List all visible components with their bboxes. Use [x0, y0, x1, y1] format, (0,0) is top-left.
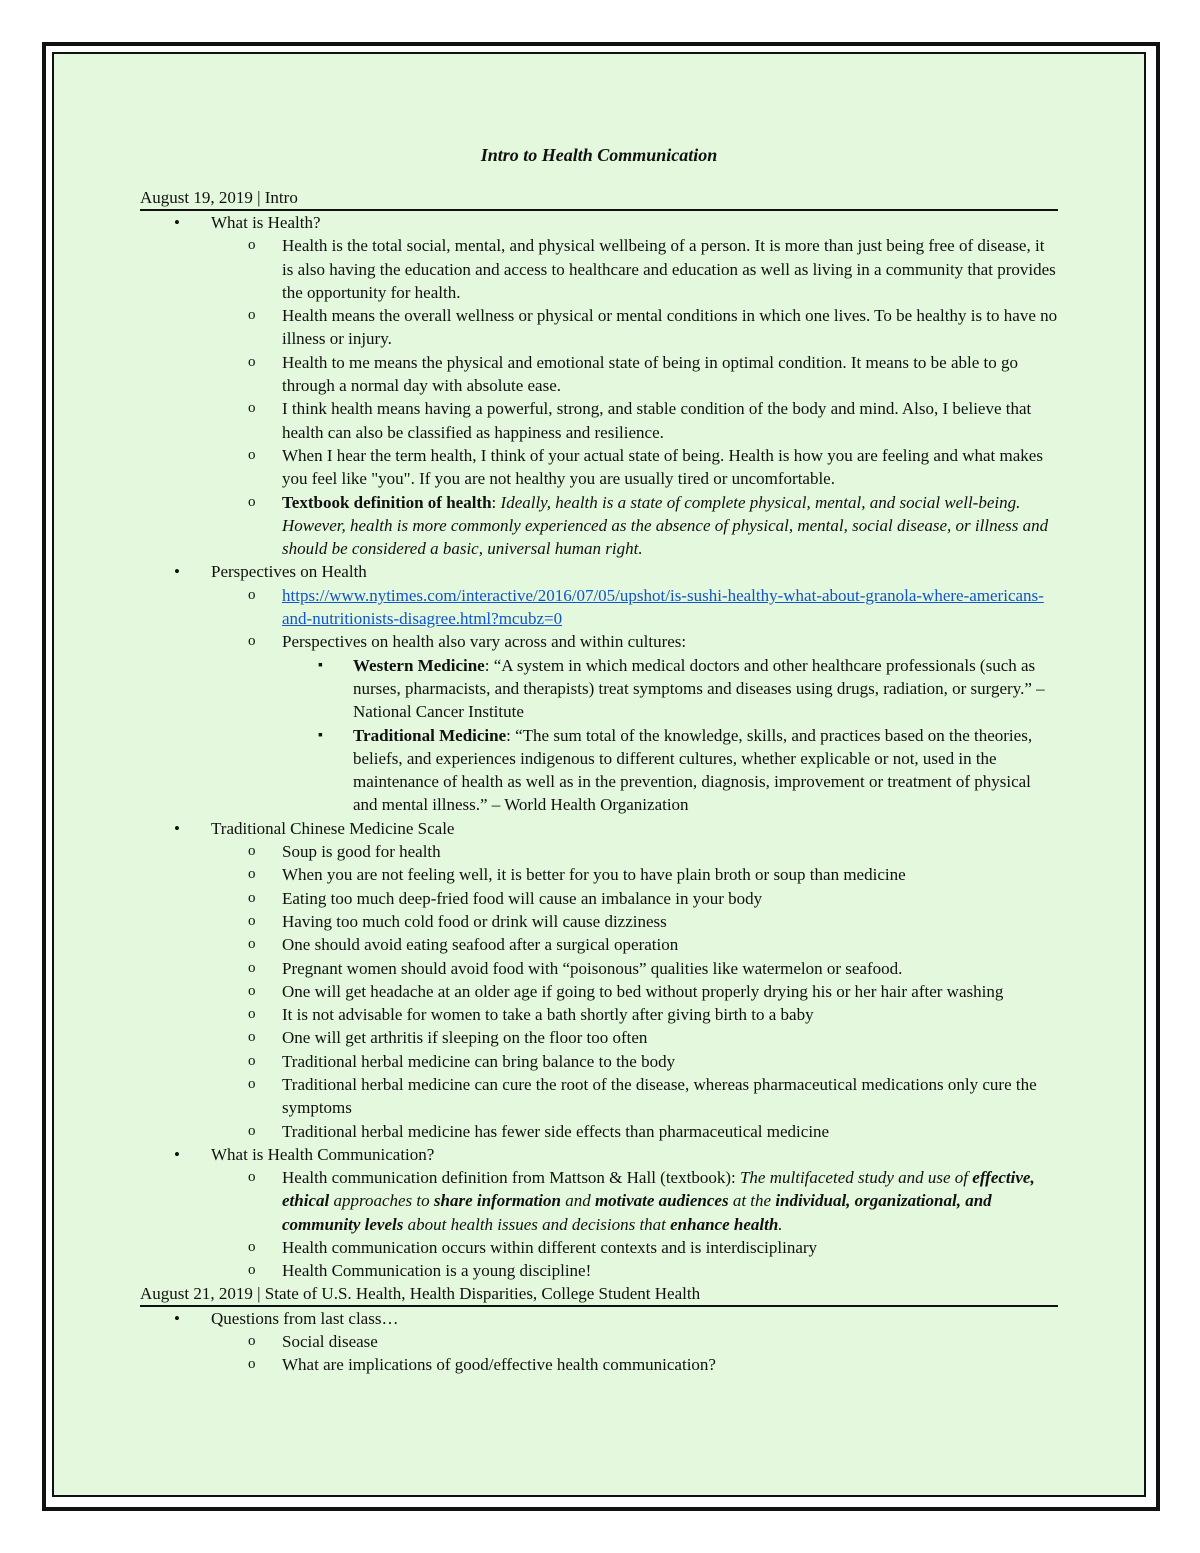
section-heading-aug-19: August 19, 2019 | Intro — [140, 187, 1058, 211]
list-item: o Soup is good for health — [211, 840, 1058, 863]
list-item: o Health communication occurs within different contexts and is interdisciplinary — [211, 1236, 1058, 1259]
list-item: o I think health means having a powerful, strong, and stable condition of the body and mind. Also, I believe that health can also be classified as happiness and resilience. — [211, 397, 1058, 444]
list-item: o Traditional herbal medicine can cure the root of the disease, whereas pharmaceutical medications only cure the symptoms — [211, 1073, 1058, 1120]
bullet-tcm-scale — [140, 817, 1058, 1143]
textbook-definition-label: Textbook definition of health — [282, 492, 492, 512]
list-item — [211, 630, 1058, 816]
list-item: o Social disease — [211, 1330, 1058, 1353]
definition-text: : “The sum total of the knowledge, skills, and practices based on the theories, beliefs, and experiences indigenous to different cultures, whether explicable or not, used in the maintenance of health as well as in the prevention, diagnosis, improvement or treatment of physical and mental illness.” – World Health Organization — [353, 725, 1033, 815]
bullet-what-is-health — [140, 211, 1058, 560]
list-item: o When I hear the term health, I think of your actual state of being. Health is how you are feeling and what makes you feel like "you". If you are not healthy you are usually tired or uncomfortable. — [211, 444, 1058, 491]
definition-western-medicine — [282, 654, 1058, 724]
list-item: o Traditional herbal medicine has fewer side effects than pharmaceutical medicine — [211, 1120, 1058, 1143]
bullet-label: What is Health Communication? — [211, 1144, 435, 1164]
document-body — [140, 144, 1058, 1377]
bullet-label: Questions from last class… — [211, 1308, 399, 1328]
cultures-text: Perspectives on health also vary across and within cultures: — [282, 632, 687, 652]
list-item: o It is not advisable for women to take a bath shortly after giving birth to a baby — [211, 1003, 1058, 1026]
section-heading-aug-21: August 21, 2019 | State of U.S. Health, Health Disparities, College Student Health — [140, 1283, 1058, 1307]
list-item: o When you are not feeling well, it is better for you to have plain broth or soup than medicine — [211, 863, 1058, 886]
definition-term: Traditional Medicine — [353, 725, 507, 745]
health-communication-definition: o Health communication definition from Mattson & Hall (textbook): The multifaceted study and use of effective, ethical approaches to share information and motivate audiences at the individual, organizational, and community levels about health issues and decisions that enhance health. — [211, 1166, 1058, 1236]
definition-term: Western Medicine — [353, 655, 485, 675]
bullet-perspectives-on-health — [140, 560, 1058, 816]
list-item: o One should avoid eating seafood after a surgical operation — [211, 933, 1058, 956]
list-item: o Health is the total social, mental, and physical wellbeing of a person. It is more than just being free of disease, it is also having the education and access to healthcare and education as well as living in a community that provides the opportunity for health. — [211, 234, 1058, 304]
list-item: o One will get arthritis if sleeping on the floor too often — [211, 1026, 1058, 1049]
list-item: o Health Communication is a young discipline! — [211, 1259, 1058, 1282]
textbook-definition-item: o Textbook definition of health: Ideally, health is a state of complete physical, mental, and social well-being. However, health is more commonly experienced as the absence of physical, mental, social disease, or illness and should be considered a basic, universal human right. — [211, 491, 1058, 561]
definition-text: : “A system in which medical doctors and other healthcare professionals (such as nurses, pharmacists, and therapists) treat symptoms and diseases using drugs, radiation, or surgery.” – National Cancer Institute — [353, 655, 1045, 722]
section-2-bullets — [140, 1307, 1058, 1377]
bullet-label: Traditional Chinese Medicine Scale — [211, 818, 455, 838]
list-item: o Eating too much deep-fried food will cause an imbalance in your body — [211, 887, 1058, 910]
bullet-label: What is Health? — [211, 213, 321, 232]
list-item: o Having too much cold food or drink will cause dizziness — [211, 910, 1058, 933]
bullet-label: Perspectives on Health — [211, 562, 367, 582]
list-item: o Health means the overall wellness or physical or mental conditions in which one lives. To be healthy is to have no illness or injury. — [211, 304, 1058, 351]
textbook-definition-text: Ideally, health is a state of complete physical, mental, and social well-being. However, health is more commonly experienced as the absence of physical, mental, social disease, or illness and should be considered a basic, universal human right. — [282, 492, 1049, 559]
bullet-questions-from-last-class — [140, 1307, 1058, 1377]
list-item: o Health to me means the physical and emotional state of being in optimal condition. It means to be able to go through a normal day with absolute ease. — [211, 351, 1058, 398]
list-item: o Pregnant women should avoid food with “poisonous” qualities like watermelon or seafood. — [211, 957, 1058, 980]
list-item: o Traditional herbal medicine can bring balance to the body — [211, 1050, 1058, 1073]
bullet-what-is-health-communication — [140, 1143, 1058, 1283]
list-item: o One will get headache at an older age if going to bed without properly drying his or her hair after washing — [211, 980, 1058, 1003]
definition-traditional-medicine — [282, 724, 1058, 817]
section-1-bullets — [140, 211, 1058, 1283]
list-item: o What are implications of good/effective health communication? — [211, 1353, 1058, 1376]
list-item — [211, 584, 1058, 631]
document-title: Intro to Health Communication — [480, 145, 718, 165]
nytimes-link[interactable]: https://www.nytimes.com/interactive/2016/07/05/upshot/is-sushi-healthy-what-about-granola-where-americans-and-nutritionists-disagree.html?mcubz=0 — [282, 585, 1044, 629]
